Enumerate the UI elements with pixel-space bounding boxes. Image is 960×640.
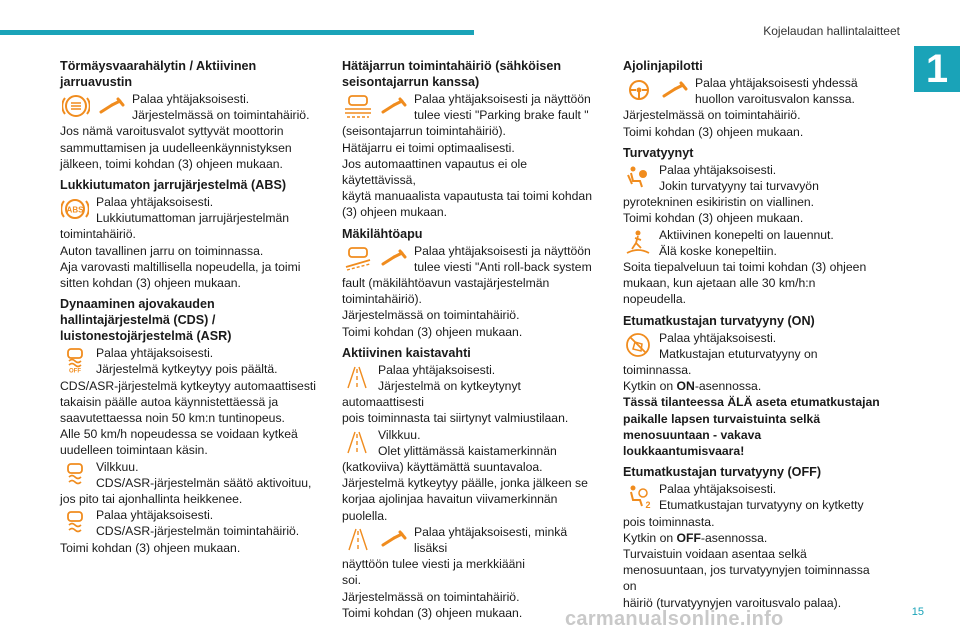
- section-title: Mäkilähtöapu: [342, 226, 423, 241]
- abs-icon: [60, 196, 90, 222]
- wrench-icon: [380, 245, 408, 271]
- warning-lamps: [60, 461, 90, 489]
- skid-off-icon: [60, 347, 90, 373]
- lamp-meaning: CDS/ASR-järjestelmän säätö aktivoituu,: [96, 475, 312, 490]
- section-passenger-airbag-off: [623, 464, 881, 611]
- svg-text:2: 2: [645, 500, 651, 510]
- airbag-icon: [623, 164, 653, 190]
- lamp-status: Palaa yhtäjaksoisesti.: [132, 92, 250, 106]
- body-line: korjaa ajolinjaa havaitun viivamerkinnän puolella.: [342, 492, 558, 523]
- column-1: [60, 58, 318, 561]
- warning-lamps: [342, 526, 408, 554]
- body-line: saavutettaessa noin 50 km:n tuntinopeus.: [60, 411, 285, 426]
- body-line: (katkoviiva) käyttämättä suuntavaloa.: [342, 460, 543, 475]
- body-line: Hätäjarru ei toimi optimaalisesti.: [342, 140, 515, 155]
- body-line: toimintahäiriö.: [60, 227, 136, 242]
- switch-position-line: [623, 378, 881, 394]
- body-line: Järjestelmä kytkeytyy päälle, jonka jälkeen se: [342, 476, 588, 491]
- chapter-badge: 1: [914, 46, 960, 92]
- section-cds-asr: [60, 296, 318, 556]
- lamp-meaning: Matkustajan etuturvatyyny on: [659, 346, 818, 361]
- lamp-meaning: Etumatkustajan turvatyyny on kytketty: [659, 498, 864, 513]
- body-line: jälkeen, toimi kohdan (3) ohjeen mukaan.: [60, 156, 283, 171]
- section-title: Dynaaminen ajovakauden hallintajärjestelmä (CDS) / luistonestojärjestelmä (ASR): [60, 297, 232, 344]
- section-drive-assist: [623, 58, 881, 140]
- warning-lamps: [342, 245, 408, 273]
- body-line: Soita tiepalveluun tai toimi kohdan (3) ohjeen: [623, 260, 867, 275]
- section-abs: [60, 177, 318, 291]
- lamp-meaning: CDS/ASR-järjestelmän toimintahäiriö.: [96, 524, 300, 539]
- section-airbags: [623, 145, 881, 308]
- car-incline-icon: [342, 93, 374, 119]
- warning-lamps: [623, 164, 653, 192]
- lamp-status: Palaa yhtäjaksoisesti.: [659, 330, 777, 345]
- body-line: Toimi kohdan (3) ohjeen mukaan.: [342, 605, 523, 620]
- body-line: pois toiminnasta tai siirtynyt valmiustilaan.: [342, 411, 569, 426]
- lamp-meaning: näyttöön tulee viesti ja merkkiääni: [342, 557, 525, 572]
- section-title: Etumatkustajan turvatyyny (OFF): [623, 465, 822, 480]
- section-title: Ajolinjapilotti: [623, 59, 703, 73]
- lamp-meaning: tulee viesti "Parking brake fault ": [414, 108, 589, 123]
- warning-line: paikalle lapsen turvaistuinta selkä: [623, 411, 821, 426]
- body-line: toimintahäiriö).: [342, 292, 422, 307]
- body-line: Toimi kohdan (3) ohjeen mukaan.: [342, 324, 523, 339]
- lamp-status: Vilkkuu.: [378, 427, 421, 442]
- section-title: Törmäysvaarahälytin / Aktiivinen jarruavustin: [60, 59, 257, 89]
- section-title: Turvatyynyt: [623, 145, 694, 160]
- passenger-airbag-off-icon: [623, 483, 653, 509]
- body-line: Toimi kohdan (3) ohjeen mukaan.: [623, 211, 804, 226]
- warning-lamps: [60, 347, 90, 375]
- lamp-status: Palaa yhtäjaksoisesti.: [96, 508, 214, 523]
- body-line: Toimi kohdan (3) ohjeen mukaan.: [623, 124, 804, 139]
- warning-lamps: [342, 93, 408, 121]
- switch-text: Kytkin on: [623, 379, 677, 394]
- body-line: Järjestelmässä on toimintahäiriö.: [623, 108, 801, 123]
- body-line: fault (mäkilähtöavun vastajärjestelmän: [342, 276, 550, 291]
- warning-lamps: [623, 332, 653, 360]
- lamp-meaning: huollon varoitusvalon kanssa.: [695, 92, 855, 107]
- warning-lamps: [60, 196, 90, 224]
- pedestrian-bonnet-icon: [623, 229, 653, 255]
- steering-wheel-icon: [623, 77, 655, 103]
- lamp-status: Aktiivinen konepelti on lauennut.: [659, 227, 834, 242]
- lane-keeping-icon: [342, 429, 372, 455]
- lamp-meaning: Järjestelmä kytkeytyy pois päältä.: [96, 362, 278, 377]
- hill-start-icon: [342, 245, 374, 271]
- lane-keeping-icon: [342, 526, 374, 552]
- warning-line: Tässä tilanteessa ÄLÄ aseta etumatkustajan: [623, 395, 880, 410]
- body-line: Auton tavallinen jarru on toiminnassa.: [60, 243, 264, 258]
- section-lane-keeping: [342, 345, 600, 621]
- body-line: Toimi kohdan (3) ohjeen mukaan.: [60, 540, 241, 555]
- body-line: sitten kohdan (3) ohjeen mukaan.: [60, 276, 241, 291]
- skid-icon: [60, 461, 90, 487]
- lamp-status: Palaa yhtäjaksoisesti.: [96, 195, 214, 210]
- lamp-status: Palaa yhtäjaksoisesti, minkä lisäksi: [414, 524, 568, 556]
- body-line: pyrotekninen esikiristin on viallinen.: [623, 195, 815, 210]
- body-line: takaisin päälle autoa käynnistettäessä ja: [60, 394, 279, 409]
- lamp-meaning: tulee viesti "Anti roll-back system: [414, 259, 592, 274]
- switch-text: Kytkin on: [623, 530, 677, 545]
- body-line: Turvaistuin voidaan asentaa selkä: [623, 547, 807, 562]
- lamp-status: Palaa yhtäjaksoisesti yhdessä: [695, 76, 858, 90]
- body-line: menosuuntaan, jos turvatyynyjen toiminnassa on: [623, 563, 870, 594]
- wrench-icon: [98, 93, 126, 119]
- section-title: Etumatkustajan turvatyyny (ON): [623, 313, 815, 328]
- lamp-status: Palaa yhtäjaksoisesti.: [96, 346, 214, 361]
- collision-alert-icon: [60, 93, 92, 119]
- body-line: Aja varovasti maltillisella nopeudella, ja toimi: [60, 259, 301, 274]
- body-line: Jos nämä varoitusvalot syttyvät moottorin: [60, 124, 284, 139]
- child-seat-crossed-icon: [623, 332, 653, 358]
- svg-text:ABS: ABS: [66, 205, 84, 215]
- switch-value: ON: [676, 379, 695, 394]
- section-title: Hätäjarrun toimintahäiriö (sähköisen seisontajarrun kanssa): [342, 59, 562, 89]
- body-line: Järjestelmässä on toimintahäiriö.: [342, 308, 520, 323]
- wrench-icon: [380, 93, 408, 119]
- svg-text:OFF: OFF: [69, 368, 81, 374]
- page-number: 15: [911, 606, 924, 618]
- body-line: sammuttamisen ja uudelleenkäynnistyksen: [60, 140, 292, 155]
- warning-lamps: [342, 429, 372, 457]
- wrench-icon: [380, 526, 408, 552]
- lamp-meaning: Älä koske konepeltiin.: [659, 243, 777, 258]
- body-line: soi.: [342, 573, 361, 588]
- switch-value: OFF: [676, 530, 701, 545]
- body-line: Alle 50 km/h nopeudessa se voidaan kytkeä: [60, 427, 298, 442]
- section-title: Aktiivinen kaistavahti: [342, 345, 471, 360]
- body-line: pois toiminnasta.: [623, 514, 715, 529]
- section-passenger-airbag-on: [623, 313, 881, 460]
- column-2: [342, 58, 600, 626]
- lamp-meaning: Jokin turvatyyny tai turvavyön: [659, 179, 819, 194]
- body-line: (3) ohjeen mukaan.: [342, 205, 448, 220]
- lamp-status: Palaa yhtäjaksoisesti.: [659, 162, 777, 177]
- column-3: [623, 58, 881, 616]
- warning-lamps: [623, 483, 653, 511]
- section-collision-alert: [60, 58, 318, 172]
- switch-text: -asennossa.: [700, 530, 768, 545]
- lamp-meaning: Järjestelmä on kytkeytynyt automaattisesti: [342, 379, 521, 410]
- body-line: käytä manuaalista vapautusta tai toimi kohdan: [342, 189, 592, 204]
- watermark: carmanualsonline.info: [565, 608, 784, 630]
- lamp-status: Palaa yhtäjaksoisesti ja näyttöön: [414, 243, 591, 258]
- lamp-meaning: Lukkiutumattoman jarrujärjestelmän: [96, 211, 290, 226]
- warning-lamps: [60, 93, 126, 121]
- body-line: mukaan, kun ajetaan alle 30 km/h:n nopeudella.: [623, 276, 816, 307]
- body-line: Järjestelmässä on toimintahäiriö.: [342, 589, 520, 604]
- lamp-status: Palaa yhtäjaksoisesti.: [659, 482, 777, 497]
- body-line: CDS/ASR-järjestelmä kytkeytyy automaattisesti: [60, 378, 317, 393]
- header-accent-bar: [0, 30, 474, 35]
- warning-line: menosuuntaan - vakava loukkaantumisvaara!: [623, 427, 762, 459]
- body-line: häiriö (turvatyynyjen varoitusvalo palaa).: [623, 595, 842, 610]
- body-line: uudelleen toimintaan käsin.: [60, 443, 208, 458]
- wrench-icon: [661, 77, 689, 103]
- warning-lamps: [623, 77, 689, 105]
- switch-position-line: [623, 530, 881, 546]
- body-line: (seisontajarrun toimintahäiriö).: [342, 124, 506, 139]
- page-header-title: Kojelaudan hallintalaitteet: [763, 24, 900, 38]
- switch-text: -asennossa.: [694, 379, 762, 394]
- section-hill-start-assist: [342, 226, 600, 340]
- body-line: toiminnassa.: [623, 363, 692, 378]
- body-line: jos pito tai ajonhallinta heikkenee.: [60, 492, 243, 507]
- lane-keeping-icon: [342, 364, 372, 390]
- lamp-status: Palaa yhtäjaksoisesti.: [378, 362, 496, 377]
- skid-icon: [60, 509, 90, 535]
- lamp-status: Palaa yhtäjaksoisesti ja näyttöön: [414, 92, 591, 106]
- body-line: Jos automaattinen vapautus ei ole käytettävissä,: [342, 156, 527, 188]
- lamp-meaning: Järjestelmässä on toimintahäiriö.: [132, 108, 310, 123]
- section-title: Lukkiutumaton jarrujärjestelmä (ABS): [60, 178, 287, 193]
- lamp-meaning: Olet ylittämässä kaistamerkinnän: [378, 443, 557, 458]
- section-emergency-brake-fault: [342, 58, 600, 221]
- warning-lamps: [623, 229, 653, 257]
- warning-lamps: [60, 509, 90, 537]
- warning-lamps: [342, 364, 372, 392]
- lamp-status: Vilkkuu.: [96, 459, 139, 474]
